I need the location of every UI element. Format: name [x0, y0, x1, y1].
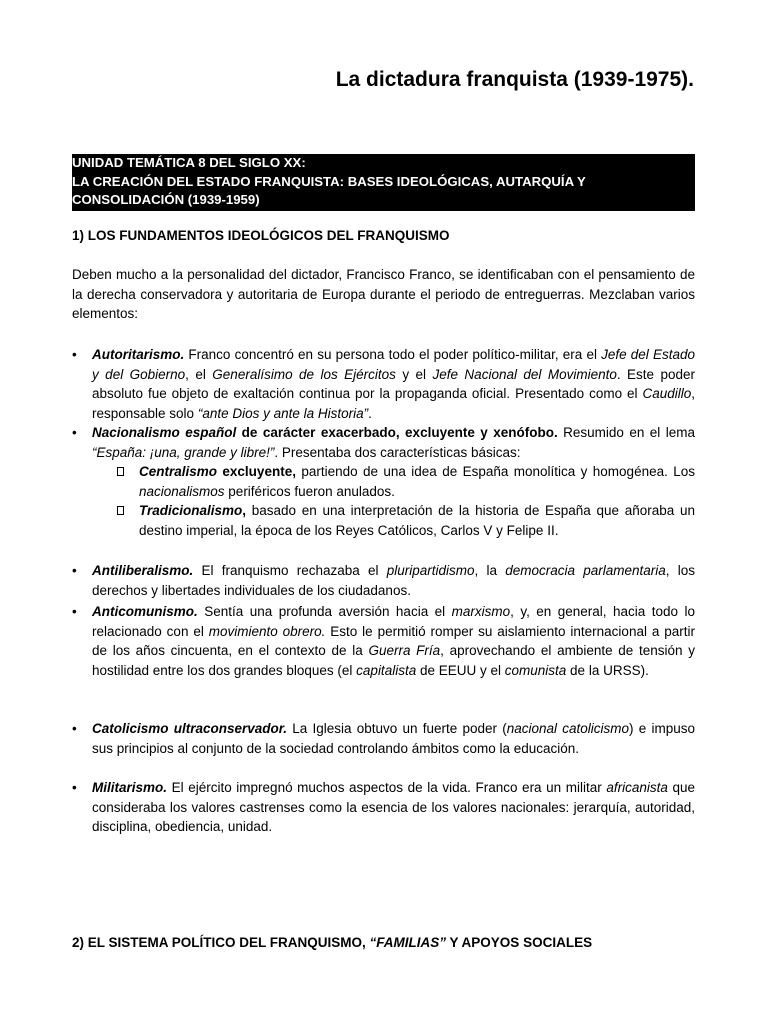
emphasis: “ante Dios y ante la Historia”	[197, 405, 369, 421]
list-item-catolicismo	[72, 719, 695, 758]
text: partiendo de una idea de España monolítica y homogénea. Los	[295, 464, 695, 479]
text: , responsable solo	[92, 386, 695, 421]
term: Autoritarismo.	[92, 347, 185, 362]
emphasis: movimiento obrero.	[208, 623, 326, 639]
unit-header-line: UNIDAD TEMÁTICA 8 DEL SIGLO XX:	[72, 155, 306, 170]
term: Antiliberalismo.	[92, 563, 194, 578]
text: Esto le permitió romper su aislamiento internacional a partir de los años cincuenta, en el contexto de la	[92, 623, 695, 658]
text: , y, en general, hacia todo lo relacionado con el	[92, 604, 695, 639]
bullet-icon: •	[72, 604, 77, 619]
text: de la URSS).	[566, 662, 649, 678]
text: .	[368, 405, 372, 421]
emphasis: Generalísimo de los Ejércitos	[212, 366, 396, 382]
heading-emphasis: “FAMILIAS”	[369, 935, 447, 950]
heading-text: Y APOYOS SOCIALES	[446, 935, 593, 950]
text: El franquismo rechazaba el	[193, 563, 387, 578]
bullet-icon: •	[72, 721, 77, 736]
text: . Presentaba dos características básicas:	[274, 444, 521, 460]
emphasis: pluripartidismo	[386, 563, 475, 578]
bullet-icon: •	[72, 563, 77, 578]
square-bullet-icon	[117, 506, 124, 515]
term: Centralismo	[139, 464, 218, 479]
term-rest: excluyente,	[217, 464, 296, 479]
sub-item-centralismo	[92, 462, 695, 501]
bullet-list	[72, 345, 695, 540]
emphasis: africanista	[606, 780, 668, 795]
section-1-intro: Deben mucho a la personalidad del dictador, Francisco Franco, se identificaban con el pensamiento de la derecha conservadora y autoritaria de Europa durante el periodo de entreguerras. Mezclaban varios elementos:	[72, 267, 695, 321]
text: , el	[185, 366, 213, 382]
text: y el	[395, 366, 433, 382]
text: , aprovechando el ambiente de tensión y hostilidad entre los dos grandes bloques (el	[92, 643, 695, 678]
emphasis: Jefe del Estado y del Gobierno	[92, 347, 695, 382]
bullet-icon: •	[72, 780, 77, 795]
emphasis: Jefe Nacional del Movimiento	[432, 366, 617, 382]
bullet-list	[72, 778, 695, 837]
text: Sentía una profunda aversión hacia el	[197, 604, 452, 619]
term: Anticomunismo.	[92, 604, 198, 619]
emphasis: nacional catolicismo	[506, 721, 630, 736]
text: , la	[474, 563, 506, 578]
bullet-icon: •	[72, 425, 77, 440]
heading-text: 2) EL SISTEMA POLÍTICO DEL FRANQUISMO,	[72, 935, 370, 950]
unit-header-box	[72, 154, 695, 211]
text: basado en una interpretación de la historia de España que añoraba un destino imperial, la época de los Reyes Católicos, Carlos V y Felipe II.	[139, 503, 695, 538]
page-title: La dictadura franquista (1939-1975).	[335, 68, 694, 91]
list-item-autoritarismo	[72, 345, 695, 423]
list-item-nacionalismo	[72, 423, 695, 540]
term: Tradicionalismo	[139, 503, 243, 518]
square-bullet-icon	[117, 467, 124, 476]
emphasis: comunista	[504, 662, 567, 678]
text: ) e impuso sus principios al conjunto de la sociedad controlando ámbitos como la educación.	[92, 721, 696, 756]
text: El ejército impregnó muchos aspectos de la vida. Franco era un militar	[167, 780, 607, 795]
text: de EEUU y el	[416, 662, 505, 678]
bullet-list	[72, 561, 695, 680]
sub-item-tradicionalismo	[92, 501, 695, 540]
term-rest: de carácter exacerbado, excluyente y xenófobo.	[236, 425, 558, 440]
text: . Este poder absoluto fue objeto de exaltación continua por la propaganda oficial. Presentado como el	[92, 366, 696, 401]
list-item-militarismo	[72, 778, 695, 837]
term: Militarismo.	[92, 780, 168, 795]
emphasis: democracia parlamentaria	[505, 563, 666, 578]
bullet-list	[72, 719, 695, 758]
emphasis: “España: ¡una, grande y libre!”	[92, 444, 275, 460]
term-rest: ,	[242, 503, 247, 518]
text: periféricos fueron anulados.	[224, 483, 395, 499]
list-item-anticomunismo	[72, 602, 695, 680]
text: La Iglesia obtuvo un fuerte poder (	[287, 721, 507, 736]
emphasis: Caudillo	[642, 386, 692, 401]
emphasis: capitalista	[356, 662, 417, 678]
list-item-antiliberalismo	[72, 561, 695, 600]
section-2-heading	[72, 935, 592, 950]
emphasis: nacionalismos	[139, 483, 225, 499]
unit-header-line: LA CREACIÓN DEL ESTADO FRANQUISTA: BASES IDEOLÓGICAS, AUTARQUÍA Y	[72, 173, 586, 189]
text: Franco concentró en su persona todo el poder político-militar, era el	[184, 347, 602, 362]
term: Nacionalismo español	[92, 425, 237, 440]
sub-list	[92, 462, 695, 540]
emphasis: marxismo	[451, 604, 511, 619]
bullet-icon: •	[72, 347, 77, 362]
text: que consideraba los valores castrenses como la esencia de los valores nacionales: jerarquía, autoridad, disciplina, obediencia, unidad.	[92, 780, 696, 834]
text: Resumido en el lema	[557, 425, 695, 440]
section-1-heading: 1) LOS FUNDAMENTOS IDEOLÓGICOS DEL FRANQUISMO	[72, 228, 450, 243]
term: Catolicismo ultraconservador.	[92, 721, 288, 736]
unit-header-line: CONSOLIDACIÓN (1939-1959)	[72, 192, 260, 207]
emphasis: Guerra Fría	[368, 643, 441, 658]
text: , los derechos y libertades individuales de los ciudadanos.	[92, 563, 695, 598]
